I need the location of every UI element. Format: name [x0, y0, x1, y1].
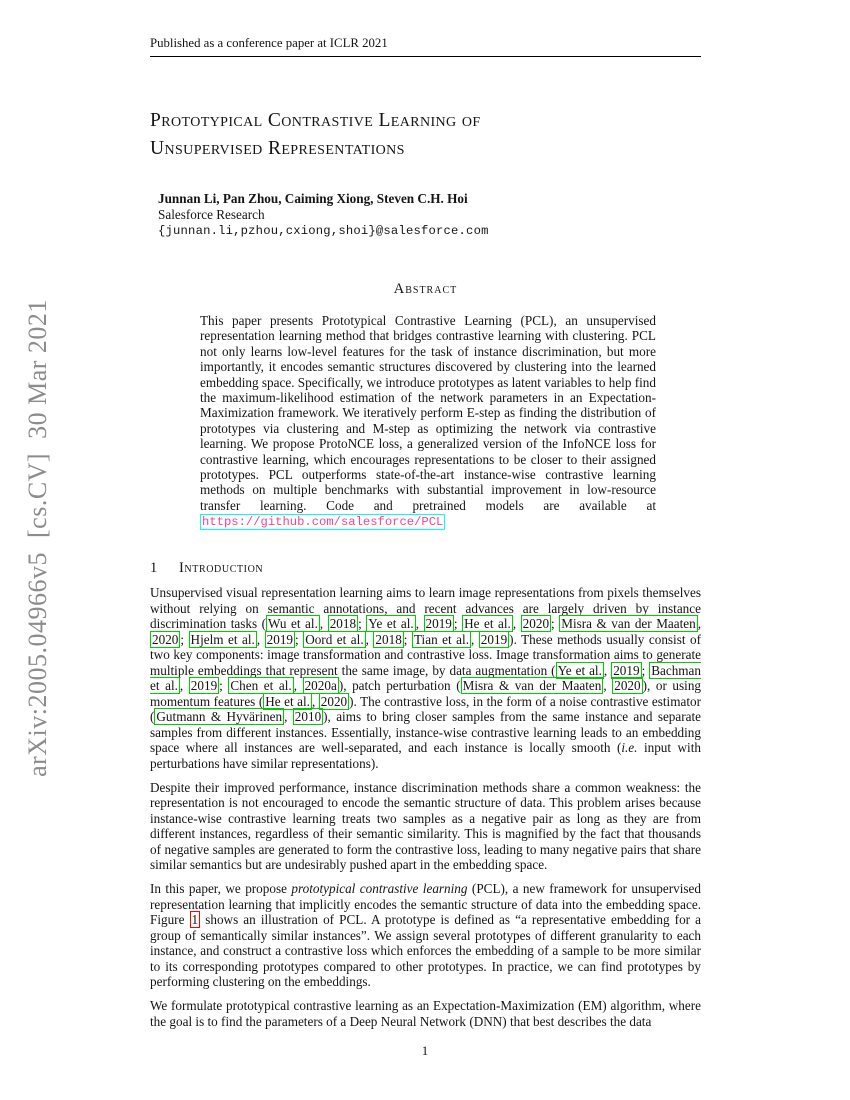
citation-link[interactable]: He et al. [265, 693, 310, 709]
text-run: ; [453, 616, 463, 632]
text-run: , [365, 631, 374, 647]
section-heading-introduction [150, 560, 701, 577]
citation-link[interactable]: 2020 [614, 678, 641, 694]
text-run: , [603, 678, 613, 694]
paper-title-line-1: Prototypical Contrastive Learning of [150, 110, 481, 131]
citation-link[interactable]: Misra & van der Maaten [561, 616, 696, 632]
abstract-body [150, 313, 701, 531]
citation-link[interactable]: Oord et al. [305, 631, 364, 647]
citation-link[interactable]: 2019 [613, 662, 640, 678]
text-run: i.e. [621, 740, 638, 756]
citation-link[interactable]: 2010 [294, 709, 322, 725]
text-run: (PCL), a new framework for unsupervised representation learning that implicitly encodes the semantic structure of data into the embedding space. Figure [150, 881, 701, 928]
text-run: , [512, 616, 521, 632]
text-run: , [311, 693, 319, 709]
author-emails: {junnan.li,pzhou,cxiong,shoi}@salesforce.com [158, 224, 489, 238]
text-run: ; [551, 616, 560, 632]
text-run: ). These methods usually consist of two key components: image transformation and contrastive loss. Image transformation aims to generate multiple embeddings that represent the same image, by data augmentation ( [150, 631, 702, 678]
paper-title [150, 107, 701, 163]
author-names: Junnan Li, Pan Zhou, Caiming Xiong, Steven C.H. Hoi [158, 191, 468, 206]
text-run: ; [219, 678, 229, 694]
page-content [150, 36, 701, 1029]
text-run: , [471, 631, 479, 647]
text-run: Unsupervised visual representation learning aims to learn image representations from pixels themselves without relying on semantic annotations, and recent advances are largely driven by instance discrimination tasks ( [150, 585, 701, 632]
text-run: ; [403, 631, 412, 647]
text-run: , [284, 709, 293, 725]
text-run: ; [295, 631, 304, 647]
text-run: ; [180, 631, 189, 647]
author-affiliation: Salesforce Research [158, 207, 265, 222]
text-run: This paper presents Prototypical Contrastive Learning (PCL), an unsupervised representation learning method that bridges contrastive learning with clustering. PCL not only learns low-level features for the task of instance discrimination, but more importantly, it encodes semantic structures discovered by clustering into the learned embedding space. Specifically, we introduce prototypes as latent variables to help find the maximum-likelihood estimation of the network parameters in an Expectation-Maximization framework. We iteratively perform E-step as finding the distribution of prototypes via clustering and M-step as optimizing the network via contrastive learning. We propose ProtoNCE loss, a generalized version of the InfoNCE loss for contrastive learning, which encourages representations to be closer to their assigned prototypes. PCL outperforms state-of-the-art instance-wise contrastive learning methods on multiple benchmarks with substantial improvement in low-resource transfer learning. Code and pretrained models are available at [200, 313, 656, 513]
intro-paragraph-3 [150, 881, 701, 990]
text-run: ; [358, 616, 367, 632]
section-number: 1 [150, 559, 158, 576]
citation-link[interactable]: 2019 [480, 631, 508, 647]
page-number: 1 [421, 1043, 429, 1058]
citation-link[interactable]: 2019 [425, 616, 452, 632]
citation-link[interactable]: Gutmann & Hyvärinen [156, 709, 283, 725]
text-run: , [319, 616, 328, 632]
citation-link[interactable]: 2020 [522, 616, 550, 632]
citation-link[interactable]: Bachman et al. [150, 662, 702, 694]
intro-paragraph-2 [150, 780, 701, 873]
citation-link[interactable]: 2019 [190, 678, 218, 694]
citation-link[interactable]: Chen et al. [230, 678, 292, 694]
text-run: ), aims to bring closer samples from the same instance and separate samples from different instances. Essentially, instance-wise contrastive learning leads to an embedding space where all instances are well-separated, and each instance is locally smooth ( [150, 709, 702, 756]
citation-link[interactable]: 2020 [152, 631, 179, 647]
text-run: prototypical contrastive learning [291, 881, 468, 897]
running-header: Published as a conference paper at ICLR 2021 [150, 36, 701, 57]
url-link[interactable]: https://github.com/salesforce/PCL [202, 515, 444, 530]
citation-link[interactable]: Hjelm et al. [190, 631, 255, 647]
intro-paragraph-1 [150, 585, 701, 771]
text-run: We formulate prototypical contrastive learning as an Expectation-Maximization (EM) algorithm, where the goal is to find the parameters of a Deep Neural Network (DNN) that best describes the data [150, 998, 701, 1029]
citation-link[interactable]: Misra & van der Maaten [462, 678, 602, 694]
citation-link[interactable]: 2018 [329, 616, 357, 632]
citation-link[interactable]: 2020a [304, 678, 337, 694]
figure-reference-link[interactable]: 1 [191, 912, 199, 928]
text-run: Despite their improved performance, instance discrimination methods share a common weakness: the representation is not encouraged to encode the semantic structure of data. This problem arises because instance-wise contrastive learning treats two samples as a negative pair as long as they are from different instances, regardless of their semantic similarity. This is magnified by the fact that thousands of negative samples are generated to form the contrastive loss, leading to many negative pairs that share similar semantics but are undesirably pushed apart in the embedding space. [150, 779, 701, 873]
arxiv-watermark: arXiv:2005.04966v5 [cs.CV] 30 Mar 2021 [23, 299, 52, 777]
paper-title-line-2: Unsupervised Representations [150, 138, 405, 159]
text-run: ). The contrastive loss, in the form of a noise contrastive estimator ( [150, 693, 701, 725]
section-title: Introduction [179, 559, 264, 576]
citation-link[interactable]: Ye et al. [368, 616, 414, 632]
text-run: , [256, 631, 265, 647]
text-run: ), patch perturbation ( [338, 678, 461, 694]
citation-link[interactable]: Wu et al. [267, 616, 318, 632]
text-run: In this paper, we propose [150, 881, 292, 897]
text-run: , [293, 678, 303, 694]
text-run: shows an illustration of PCL. A prototype is defined as “a representative embedding for a group of semantically similar instances”. We assign several prototypes of different granularity to each instance, and construct a contrastive loss which enforces the embedding of a sample to be more similar to its corresponding prototypes compared to other prototypes. In practice, we can find prototypes by performing clustering on the embeddings. [150, 912, 701, 990]
text-run: , [415, 616, 424, 632]
text-run: , [697, 616, 702, 632]
text-run: , [603, 662, 612, 678]
citation-link[interactable]: 2020 [320, 693, 348, 709]
intro-paragraph-4 [150, 998, 701, 1029]
citation-link[interactable]: 2018 [375, 631, 402, 647]
citation-link[interactable]: Ye et al. [557, 662, 602, 678]
text-run: input with perturbations have similar representations). [150, 740, 701, 771]
citation-link[interactable]: Tian et al. [413, 631, 469, 647]
abstract-heading: Abstract [393, 281, 458, 297]
text-run: ), or using momentum features ( [150, 678, 702, 709]
citation-link[interactable]: 2019 [266, 631, 294, 647]
citation-link[interactable]: He et al. [464, 616, 511, 632]
authors-block [158, 191, 701, 239]
text-run: ; [641, 662, 650, 678]
text-run: , [179, 678, 189, 694]
